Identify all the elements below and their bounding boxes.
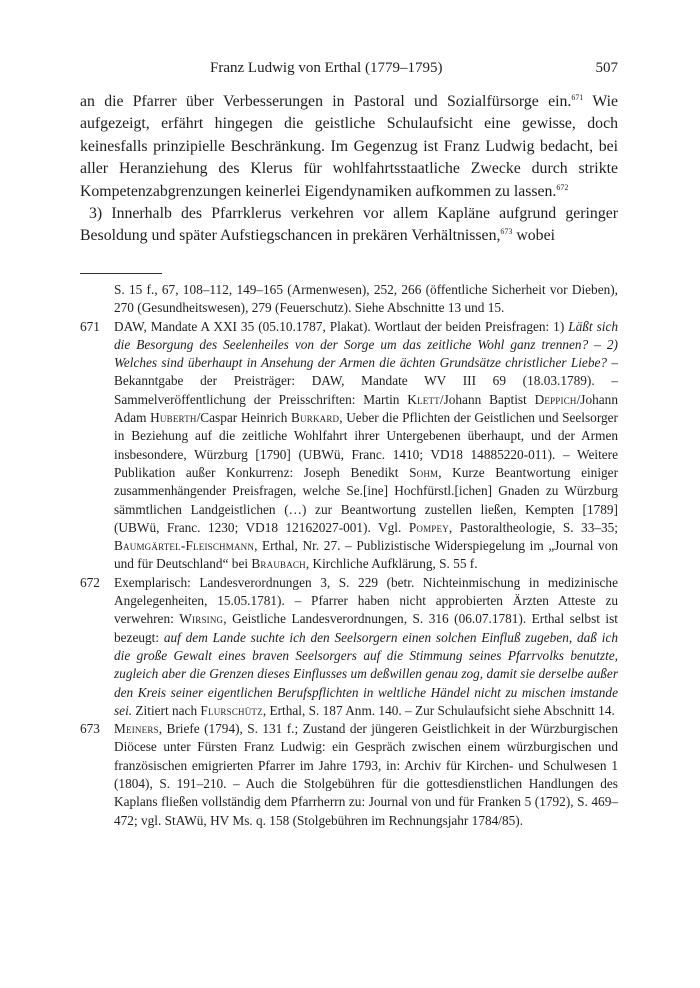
footnote-ref: 671 (571, 93, 584, 102)
text-run: wobei (512, 227, 555, 245)
footnote-ref: 673 (500, 227, 513, 237)
text-run: /Johann Baptist (439, 391, 535, 407)
italic-quote: auf dem Lande suchte ich den Seelsorgern einen solchen Einfluß zugeben, daß ich die große Gewalt eines braven Seelsorgers auf die Stimmung seines Pfarrvolks benutzte, zugleich aber die Grenzen dieses Einflusses um deßwillen genau zog, damit sie derselbe außer den Kreis seiner eigentlichen Berufspflichten in weltliche Händel nicht zu mischen imstande sei. (114, 629, 618, 718)
footnote-number: 672 (80, 574, 100, 590)
text-run: – Bekanntgabe der Preisträger: DAW, Mandate WV III 69 (18.03.1789). – Sammelveröffentlichung der Preisschriften: Martin (114, 355, 618, 407)
italic-quote: Läßt sich die Besorgung des Seelenheiles von der Sorge um das zeitliche Wohl ganz trennen? – 2) Welches sind überhaupt in Ansehung der Armen die ächten Grundsätze christlicher Liebe? (114, 318, 618, 371)
author-name: Sohm (409, 464, 439, 480)
page-number: 507 (595, 60, 618, 76)
footnote-number: 671 (80, 318, 100, 334)
text-run: /Johann Adam (114, 391, 618, 426)
text-run: , Pastoraltheologie, S. 33–35; (448, 519, 618, 535)
author-name: Huberth (150, 410, 197, 426)
text-run: 3) Innerhalb des Pfarrklerus verkehren vor allem Kapläne aufgrund geringer Besoldung und später Aufstiegschancen in prekären Verhältnissen, (80, 205, 618, 245)
footnote-673 (80, 720, 618, 830)
text-run: an die Pfarrer über Verbesserungen in Pastoral und Sozialfürsorge ein. (80, 93, 572, 110)
author-name: Braubach (251, 556, 306, 572)
footnote-separator (80, 273, 162, 274)
footnote-continuation (80, 281, 618, 318)
text-run: , Erthal, S. 187 Anm. 140. – Zur Schulaufsicht siehe Abschnitt 14. (262, 702, 615, 718)
text-run: Exemplarisch: Landesverordnungen 3, S. 229 (betr. Nichteinmischung in medizinische Angelegenheiten, 15.05.1781). – Pfarrer haben nicht approbierten Ärzten Atteste zu verwehren: (114, 574, 618, 627)
text-run: /Caspar Heinrich (196, 410, 291, 426)
main-text (80, 91, 618, 248)
text-run: , Kirchliche Aufklärung, S. 55 f. (305, 556, 478, 572)
text-run: , Geistliche Landesverordnungen, S. 316 (06.07.1781). Erthal selbst ist bezeugt: (114, 611, 618, 645)
author-name: Deppich (534, 391, 577, 407)
footnotes (80, 281, 618, 830)
text-run: Zitiert nach (132, 702, 201, 718)
author-name: Flurschütz (200, 702, 263, 718)
author-name: Wirsing (179, 611, 224, 627)
footnote-672 (80, 574, 618, 720)
text-run: Wie aufgezeigt, erfährt hingegen die geistliche Schulaufsicht eine gewisse, doch keinesfalls prinzipielle Beschränkung. Im Gegenzug ist Franz Ludwig bedacht, bei aller Heranziehung des Klerus für wohlfahrtsstaatliche Zwecke durch strikte Kompetenzabgrenzungen keinerlei Eigendynamiken aufkommen zu lassen. (80, 93, 618, 200)
footnote-number: 673 (80, 721, 100, 737)
text-run: , Ueber die Pflichten der Geistlichen und Seelsorger in Beziehung auf die zeitliche Wohlfahrt ihrer Untergebenen überhaupt, und der Armen insbesondere, Würzburg [1790] (UBWü, Franc. 1410; VD18 14885220-011). – Weitere Publikation außer Konkurrenz: Joseph Benedikt (114, 410, 618, 480)
text-run: , Kurze Beantwortung einiger zusammenhängender Preisfragen, welche Se.[ine] Hochfürstl.[ichen] Gnaden zu Würzburg sämmtlichen Landgeistlichen (…) zur Beantwortung zustellen ließen, Kempten [1789] (UBWü, Franc. 1230; VD18 12162027-001). Vgl. (114, 464, 619, 535)
footnote-text: S. 15 f., 67, 108–112, 149–165 (Armenwesen), 252, 266 (öffentliche Sicherheit vor Dieben), 270 (Gesundheitswesen), 279 (Feuerschutz). Siehe Abschnitte 13 und 15. (114, 282, 618, 316)
text-run: , Briefe (1794), S. 131 f.; Zustand der jüngeren Geistlichkeit in der Würzburgischen Diöcese unter Fürsten Franz Ludwig: ein Gespräch zwischen einem würzburgischen und französischen emigrierten Pfarrer im Jahre 1793, in: Archiv für Kirchen- und Schulwesen 1 (1804), S. 191–210. – Auch die Stolgebühren für die gottesdienstlichen Handlungen des Kaplans fließen vollständig dem Pfarrherrn zu: Journal von und für Franken 5 (1792), S. 469–472; vgl. StAWü, HV Ms. q. 158 (Stolgebühren im Rechnungsjahr 1784/85). (114, 721, 618, 828)
footnote-ref: 672 (556, 182, 569, 192)
author-name: Burkard (290, 410, 340, 426)
paragraph (80, 203, 618, 248)
text-run: DAW, Mandate A XXI 35 (05.10.1787, Plakat). Wortlaut der beiden Preisfragen: 1) (114, 318, 569, 334)
author-name: Meiners (114, 721, 159, 737)
text-run: , Erthal, Nr. 27. – Publizistische Widerspiegelung im „Journal von und für Deutschland“ bei (114, 538, 618, 572)
running-header (80, 60, 618, 84)
paragraph (80, 91, 618, 203)
footnote-671 (80, 318, 618, 574)
author-name: Baumgärtel-Fleischmann (114, 538, 255, 554)
author-name: Pompey (408, 519, 449, 535)
running-title: Franz Ludwig von Erthal (1779–1795) (210, 60, 443, 76)
author-name: Klett (407, 391, 440, 407)
